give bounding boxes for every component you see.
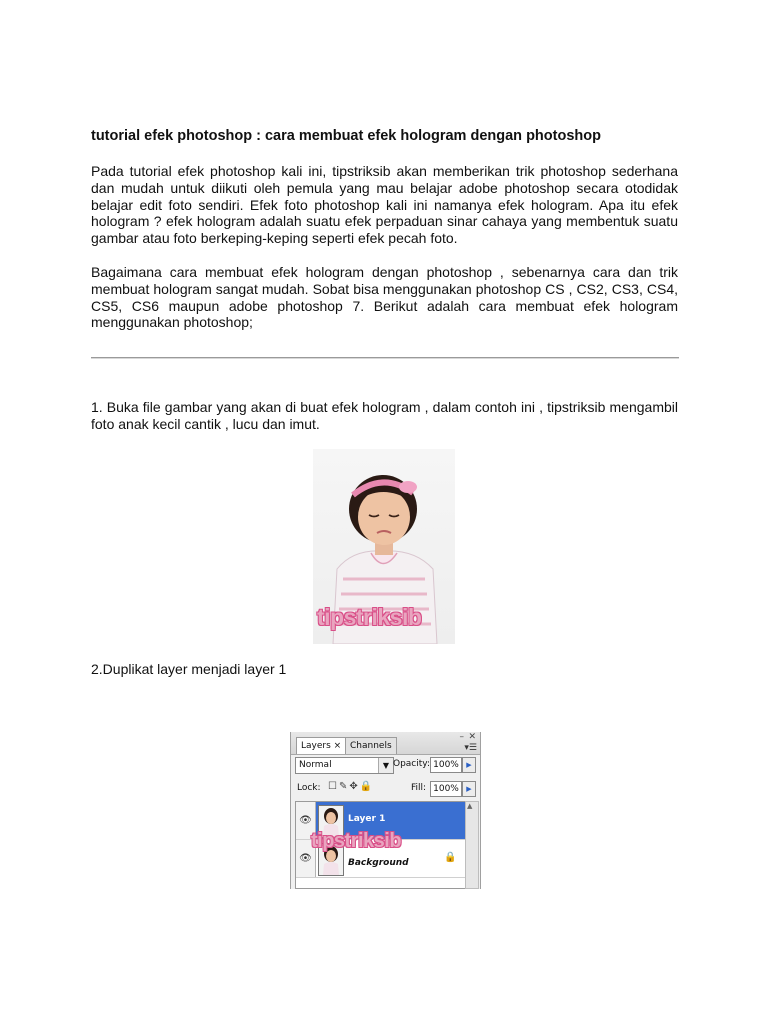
layer-name[interactable]: Layer 1 [348,814,386,824]
photo-watermark: tipstriksib [317,604,422,630]
opacity-input[interactable]: 100% [430,757,462,773]
step-1-text: 1. Buka file gambar yang akan di buat efek hologram , dalam contoh ini , tipstriksib mengambil foto anak kecil cantik , lucu dan imut. [91,399,678,432]
chevron-down-icon[interactable]: ▼ [378,758,393,773]
intro-paragraph: Pada tutorial efek photoshop kali ini, tipstriksib akan memberikan trik photoshop sederhana dan mudah untuk diikuti oleh pemula yang mau belajar adobe photoshop secara otodidak belajar edit foto sendiri. Efek foto photoshop kali ini namanya efek hologram. Apa itu efek hologram ? efek hologram adalah suatu efek perpaduan sinar cahaya yang membentuk suatu gambar atau foto berkeping-keping seperti efek pecah foto. [91,163,678,247]
lock-label: Lock: [297,783,321,793]
layer-name[interactable]: Background [348,858,409,868]
tab-layers[interactable]: Layers × [296,737,346,754]
fill-input[interactable]: 100% [430,781,462,797]
child-photo [313,449,455,644]
fill-slider-button[interactable]: ▶ [462,781,476,797]
document-title: tutorial efek photoshop : cara membuat efek hologram dengan photoshop [91,128,601,144]
panel-menu-icon[interactable]: ▾☰ [464,743,477,753]
close-icon[interactable]: ✕ [468,732,476,742]
tab-channels[interactable]: Channels [345,737,397,754]
step-2-text: 2.Duplikat layer menjadi layer 1 [91,661,287,677]
layers-scrollbar[interactable] [465,801,479,889]
eye-icon[interactable]: 👁 [296,802,316,839]
blend-mode-select[interactable] [295,757,394,774]
lock-icon: 🔒 [444,852,457,863]
panel-tab-bar [291,732,480,755]
scroll-up-icon[interactable]: ▲ [467,802,473,810]
horizontal-divider [91,357,679,359]
eye-icon[interactable]: 👁 [296,840,316,877]
minimize-icon[interactable]: – [459,732,464,742]
opacity-label: Opacity: [393,759,430,769]
opacity-slider-button[interactable]: ▶ [462,757,476,773]
layers-panel [290,732,481,889]
fill-label: Fill: [411,783,427,793]
blend-mode-value: Normal [299,760,332,770]
method-paragraph: Bagaimana cara membuat efek hologram dengan photoshop , sebenarnya cara dan trik membuat hologram sangat mudah. Sobat bisa menggunakan photoshop CS , CS2, CS3, CS4, CS5, CS6 maupun adobe photoshop 7. Berikut adalah cara membuat efek hologram menggunakan photoshop; [91,264,678,331]
panel-watermark: tipstriksib [311,830,402,852]
lock-options-icons[interactable]: ☐✎✥🔒 [328,781,375,792]
